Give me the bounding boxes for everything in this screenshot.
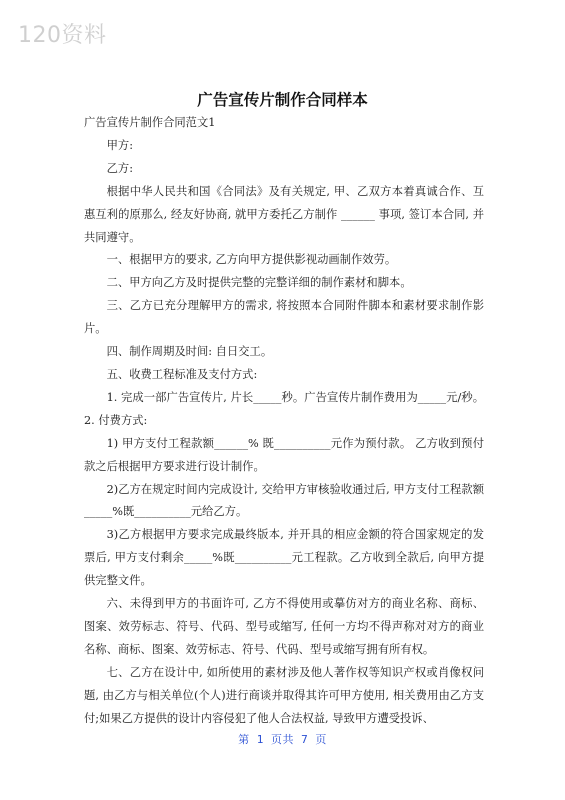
paragraph-clause-6: 六、未得到甲方的书面许可, 乙方不得使用或摹仿对方的商业名称、商标、图案、效劳标志、符号、代码、型号或缩写, 任何一方均不得声称对对方的商业名称、商标、图案、效劳标志、符号、代码、型号或缩写拥有所有权。	[84, 597, 484, 656]
paragraph-clause-3: 三、乙方已充分理解甲方的需求, 将按照本合同附件脚本和素材要求制作影片。	[84, 299, 484, 336]
paragraph-clause-7: 七、乙方在设计中, 如所使用的素材涉及他人著作权等知识产权或肖像权问题, 由乙方与相关单位(个人)进行商谈并取得其许可甲方使用, 相关费用由乙方支付;如果乙方提供的设计内容侵犯了他人合法权益, 导致甲方遭受投诉、	[84, 665, 484, 725]
document-body	[84, 112, 484, 730]
paragraph-payment-2: 2)乙方在规定时间内完成设计, 交给甲方审核验收通过后, 甲方支付工程款额_____%既__________元给乙方。	[84, 482, 484, 519]
paragraph-clause-1: 一、根据甲方的要求, 乙方向甲方提供影视动画制作效劳。	[106, 253, 397, 267]
document-subtitle: 广告宣传片制作合同范文1	[84, 116, 216, 129]
paragraph-preamble: 根据中华人民共和国《合同法》及有关规定, 甲、乙双方本着真诚合作、互惠互利的原那么, 经友好协商, 就甲方委托乙方制作 ______ 事项, 签订本合同, 并共同遵守。	[84, 184, 484, 244]
paragraph-clause-4: 四、制作周期及时间: 自日交工。	[106, 345, 273, 359]
paragraph-clause-5: 五、收费工程标准及支付方式:	[106, 367, 258, 381]
party-b-line: 乙方:	[106, 161, 133, 175]
paragraph-payment-3: 3)乙方根据甲方要求完成最终版本, 并开具的相应金额的符合国家规定的发票后, 甲方支付剩余_____%既__________元工程款。乙方收到全款后, 向甲方提供完整文件。	[84, 528, 484, 588]
page-footer: 第 1 页共 7 页	[238, 733, 327, 746]
paragraph-fee-1: 1. 完成一部广告宣传片, 片长_____秒。广告宣传片制作费用为_____元/秒。 2. 付费方式:	[84, 390, 484, 427]
paragraph-payment-1: 1) 甲方支付工程款额______% 既__________元作为预付款。 乙方收到预付款之后根据甲方要求进行设计制作。	[84, 436, 484, 473]
watermark: 120资料	[18, 23, 107, 48]
document-title: 广告宣传片制作合同样本	[197, 91, 368, 109]
paragraph-clause-2: 二、甲方向乙方及时提供完整的完整详细的制作素材和脚本。	[106, 276, 412, 290]
party-a-line: 甲方:	[106, 138, 133, 152]
